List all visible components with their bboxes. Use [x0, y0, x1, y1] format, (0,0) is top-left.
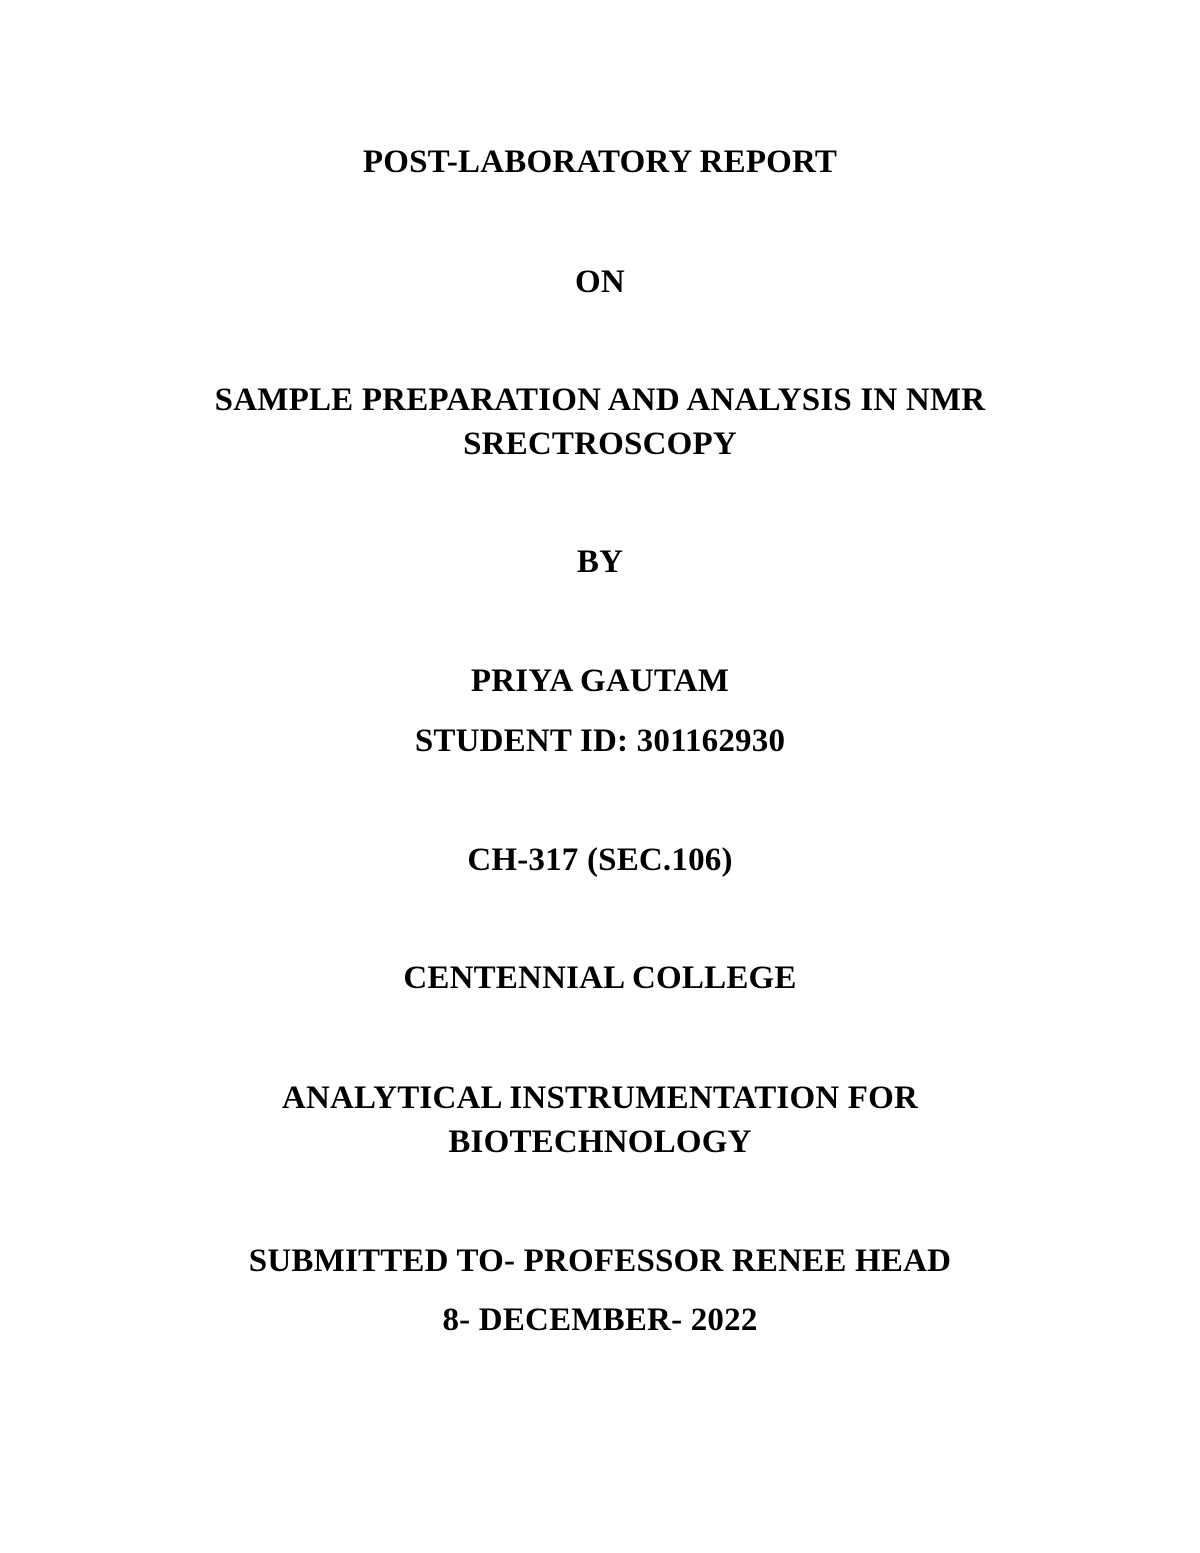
submission-date: 8- DECEMBER- 2022	[442, 1302, 758, 1338]
submitted-to: SUBMITTED TO- PROFESSOR RENEE HEAD	[248, 1243, 952, 1279]
connector-by: BY	[576, 544, 624, 580]
report-title-line-2: SRECTROSCOPY	[463, 426, 737, 462]
student-id: STUDENT ID: 301162930	[414, 723, 786, 759]
institution-name: CENTENNIAL COLLEGE	[403, 960, 797, 996]
report-title-line-1: SAMPLE PREPARATION AND ANALYSIS IN NMR	[214, 382, 986, 418]
course-name-line-1: ANALYTICAL INSTRUMENTATION FOR	[281, 1080, 919, 1116]
report-type-heading: POST-LABORATORY REPORT	[362, 144, 838, 180]
connector-on: ON	[575, 264, 625, 300]
course-name-line-2: BIOTECHNOLOGY	[448, 1124, 752, 1160]
author-name: PRIYA GAUTAM	[470, 663, 730, 699]
course-code: CH-317 (SEC.106)	[467, 842, 733, 878]
